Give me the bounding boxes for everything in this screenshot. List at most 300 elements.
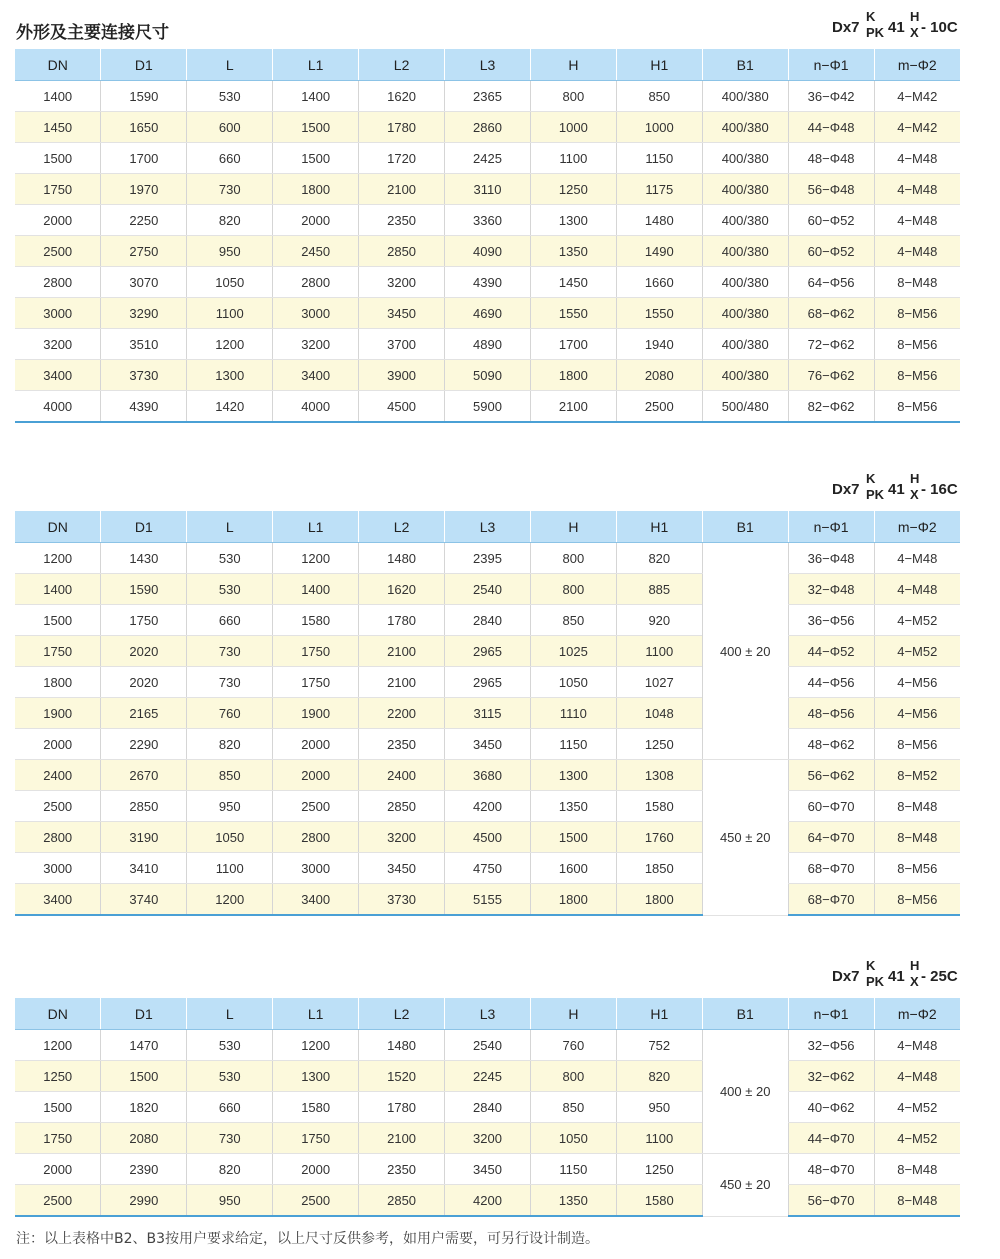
table-cell: 8−M52 <box>874 760 960 791</box>
table-cell: 4−M42 <box>874 81 960 112</box>
table-cell: 3110 <box>445 174 531 205</box>
dimension-table-10c <box>15 49 960 423</box>
table-cell: 2020 <box>101 667 187 698</box>
table-cell: 1300 <box>530 760 616 791</box>
table-cell: 4200 <box>445 791 531 822</box>
table-cell: 1250 <box>616 729 702 760</box>
column-header: D1 <box>101 511 187 543</box>
table-cell: 1350 <box>530 1185 616 1217</box>
column-header: L1 <box>273 49 359 81</box>
table-cell: 3070 <box>101 267 187 298</box>
table-cell: 8−M56 <box>874 298 960 329</box>
table-cell: 1750 <box>273 636 359 667</box>
table-cell: 44−Φ70 <box>788 1123 874 1154</box>
table-cell: 8−M48 <box>874 1185 960 1217</box>
table-cell: 1150 <box>616 143 702 174</box>
table-cell: 2500 <box>15 791 101 822</box>
table-cell: 2860 <box>445 112 531 143</box>
table-cell: 1970 <box>101 174 187 205</box>
table-cell-b1-merged: 400 ± 20 <box>702 543 788 760</box>
table-cell: 3000 <box>15 853 101 884</box>
table-cell: 1050 <box>187 267 273 298</box>
table-cell: 3730 <box>101 360 187 391</box>
column-header: L3 <box>445 511 531 543</box>
table-cell: 2080 <box>616 360 702 391</box>
model-suffix: - 25C <box>921 968 958 985</box>
model-sup-1: K <box>866 958 876 973</box>
column-header: L2 <box>359 998 445 1030</box>
table-cell: 1200 <box>187 884 273 916</box>
model-prefix: Dx7 <box>832 968 860 985</box>
table-cell: 2100 <box>359 636 445 667</box>
table-cell: 68−Φ70 <box>788 884 874 916</box>
table-cell: 730 <box>187 1123 273 1154</box>
table-cell: 64−Φ70 <box>788 822 874 853</box>
table-cell: 1250 <box>15 1061 101 1092</box>
table-cell: 1480 <box>616 205 702 236</box>
table-cell: 1580 <box>616 791 702 822</box>
column-header: H1 <box>616 49 702 81</box>
table-cell: 8−M56 <box>874 853 960 884</box>
model-mid: 41 <box>888 481 905 498</box>
column-header: m−Φ2 <box>874 49 960 81</box>
table-cell: 1027 <box>616 667 702 698</box>
table-cell: 4500 <box>359 391 445 423</box>
column-header: n−Φ1 <box>788 511 874 543</box>
table-cell: 1420 <box>187 391 273 423</box>
table-cell: 800 <box>530 543 616 574</box>
table-cell: 2000 <box>273 760 359 791</box>
table-cell: 3000 <box>273 298 359 329</box>
table-cell: 1820 <box>101 1092 187 1123</box>
table-cell: 1780 <box>359 1092 445 1123</box>
table-cell: 1308 <box>616 760 702 791</box>
table-cell: 1650 <box>101 112 187 143</box>
table-cell: 2290 <box>101 729 187 760</box>
table-cell: 3450 <box>359 853 445 884</box>
table-cell: 1750 <box>273 1123 359 1154</box>
table-cell: 4−M56 <box>874 698 960 729</box>
table-row <box>15 667 960 698</box>
table-cell: 1780 <box>359 112 445 143</box>
table-cell: 1450 <box>530 267 616 298</box>
table-cell: 1850 <box>616 853 702 884</box>
table-cell: 5090 <box>445 360 531 391</box>
table-cell: 920 <box>616 605 702 636</box>
column-header: H1 <box>616 511 702 543</box>
table-row <box>15 1123 960 1154</box>
table-cell: 3400 <box>273 884 359 916</box>
table-row <box>15 543 960 574</box>
table-cell: 2840 <box>445 605 531 636</box>
table-cell: 2400 <box>15 760 101 791</box>
table-cell: 2020 <box>101 636 187 667</box>
model-code-16c <box>832 472 964 508</box>
table-cell: 1250 <box>530 174 616 205</box>
table-cell: 1150 <box>530 729 616 760</box>
table-cell: 3680 <box>445 760 531 791</box>
table-cell: 660 <box>187 143 273 174</box>
table-cell: 850 <box>187 760 273 791</box>
table-cell: 3000 <box>273 853 359 884</box>
table-row <box>15 853 960 884</box>
table-cell-b1-merged: 450 ± 20 <box>702 1154 788 1217</box>
table-cell: 1490 <box>616 236 702 267</box>
table-cell: 56−Φ48 <box>788 174 874 205</box>
table-cell: 1000 <box>530 112 616 143</box>
model-suffix: - 16C <box>921 481 958 498</box>
column-header: n−Φ1 <box>788 998 874 1030</box>
table-cell: 8−M56 <box>874 391 960 423</box>
table-cell: 2800 <box>273 267 359 298</box>
table-cell: 2100 <box>530 391 616 423</box>
footnote: 注：以上表格中B2、B3按用户要求给定，以上尺寸反供参考，如用户需要，可另行设计制造。 <box>16 1231 600 1247</box>
table-cell-b1-merged: 450 ± 20 <box>702 760 788 916</box>
table-row <box>15 81 960 112</box>
table-cell: 3190 <box>101 822 187 853</box>
table-cell: 2500 <box>15 1185 101 1217</box>
table-row <box>15 112 960 143</box>
table-cell: 2245 <box>445 1061 531 1092</box>
table-cell: 2850 <box>101 791 187 822</box>
table-cell: 2365 <box>445 81 531 112</box>
table-cell: 1300 <box>273 1061 359 1092</box>
table-cell: 4−M48 <box>874 1061 960 1092</box>
table-cell: 2500 <box>15 236 101 267</box>
table-cell: 1200 <box>273 1030 359 1061</box>
table-cell: 72−Φ62 <box>788 329 874 360</box>
table-cell: 1800 <box>616 884 702 916</box>
table-cell: 3730 <box>359 884 445 916</box>
table-cell: 1500 <box>530 822 616 853</box>
table-cell: 1000 <box>616 112 702 143</box>
table-cell: 32−Φ56 <box>788 1030 874 1061</box>
table-cell-b1-merged: 400 ± 20 <box>702 1030 788 1154</box>
table-cell: 5155 <box>445 884 531 916</box>
column-header: D1 <box>101 49 187 81</box>
table-cell: 3740 <box>101 884 187 916</box>
table-cell: 2000 <box>273 1154 359 1185</box>
table-cell: 1400 <box>273 574 359 605</box>
table-cell: 1660 <box>616 267 702 298</box>
table-cell: 1750 <box>101 605 187 636</box>
table-cell: 885 <box>616 574 702 605</box>
table-cell: 4−M52 <box>874 1123 960 1154</box>
table-cell: 4500 <box>445 822 531 853</box>
table-cell: 1400 <box>273 81 359 112</box>
table-cell: 1050 <box>530 667 616 698</box>
table-cell: 820 <box>616 543 702 574</box>
table-cell: 4−M52 <box>874 1092 960 1123</box>
table-cell: 48−Φ56 <box>788 698 874 729</box>
table-cell: 4−M52 <box>874 636 960 667</box>
table-row <box>15 574 960 605</box>
model-sup-2: H <box>910 471 920 486</box>
table-cell: 3200 <box>445 1123 531 1154</box>
table-cell: 1780 <box>359 605 445 636</box>
table-cell: 1600 <box>530 853 616 884</box>
model-sup-1: K <box>866 471 876 486</box>
table-cell: 2540 <box>445 1030 531 1061</box>
table-cell: 2000 <box>15 205 101 236</box>
table-cell: 1400 <box>15 574 101 605</box>
table-cell: 1480 <box>359 1030 445 1061</box>
table-cell: 730 <box>187 636 273 667</box>
table-cell: 600 <box>187 112 273 143</box>
table-cell: 68−Φ70 <box>788 853 874 884</box>
table-cell: 3700 <box>359 329 445 360</box>
table-cell: 950 <box>616 1092 702 1123</box>
table-cell: 530 <box>187 1030 273 1061</box>
table-cell: 1580 <box>273 1092 359 1123</box>
table-cell: 4−M56 <box>874 667 960 698</box>
model-prefix: Dx7 <box>832 481 860 498</box>
table-cell: 800 <box>530 574 616 605</box>
table-row <box>15 329 960 360</box>
table-cell: 752 <box>616 1030 702 1061</box>
table-cell: 2450 <box>273 236 359 267</box>
table-cell: 2965 <box>445 636 531 667</box>
table-cell: 1750 <box>15 174 101 205</box>
table-cell: 2200 <box>359 698 445 729</box>
table-cell: 2670 <box>101 760 187 791</box>
table-cell: 530 <box>187 1061 273 1092</box>
table-cell: 3000 <box>15 298 101 329</box>
table-cell: 400/380 <box>702 174 788 205</box>
column-header: L <box>187 998 273 1030</box>
table-cell: 1500 <box>15 605 101 636</box>
table-cell: 400/380 <box>702 112 788 143</box>
dimension-table-25c <box>15 998 960 1217</box>
model-sup-1: K <box>866 9 876 24</box>
table-row <box>15 884 960 916</box>
table-cell: 44−Φ48 <box>788 112 874 143</box>
model-mid: 41 <box>888 968 905 985</box>
table-cell: 2000 <box>273 205 359 236</box>
table-cell: 1480 <box>359 543 445 574</box>
table-cell: 3200 <box>359 822 445 853</box>
table-cell: 4090 <box>445 236 531 267</box>
table-cell: 820 <box>616 1061 702 1092</box>
model-suffix: - 10C <box>921 19 958 36</box>
table-cell: 820 <box>187 729 273 760</box>
column-header: m−Φ2 <box>874 998 960 1030</box>
table-cell: 1175 <box>616 174 702 205</box>
table-cell: 1200 <box>187 329 273 360</box>
table-cell: 4390 <box>101 391 187 423</box>
table-row <box>15 791 960 822</box>
table-cell: 950 <box>187 236 273 267</box>
table-cell: 2350 <box>359 205 445 236</box>
table-cell: 48−Φ62 <box>788 729 874 760</box>
column-header: B1 <box>702 998 788 1030</box>
table-cell: 1550 <box>616 298 702 329</box>
table-cell: 2000 <box>15 729 101 760</box>
table-cell: 4−M48 <box>874 1030 960 1061</box>
table-cell: 1350 <box>530 236 616 267</box>
table-cell: 2965 <box>445 667 531 698</box>
table-cell: 4−M52 <box>874 605 960 636</box>
table-row <box>15 605 960 636</box>
table-cell: 60−Φ52 <box>788 205 874 236</box>
table-cell: 850 <box>616 81 702 112</box>
table-cell: 3200 <box>359 267 445 298</box>
model-code-10c <box>832 10 964 46</box>
table-cell: 3400 <box>273 360 359 391</box>
table-cell: 4390 <box>445 267 531 298</box>
table-cell: 68−Φ62 <box>788 298 874 329</box>
table-row <box>15 143 960 174</box>
table-cell: 5900 <box>445 391 531 423</box>
table-row <box>15 1154 960 1185</box>
table-cell: 2990 <box>101 1185 187 1217</box>
column-header: H <box>530 998 616 1030</box>
table-cell: 2500 <box>273 791 359 822</box>
table-cell: 2850 <box>359 791 445 822</box>
table-cell: 2800 <box>15 267 101 298</box>
column-header: L2 <box>359 511 445 543</box>
table-cell: 36−Φ56 <box>788 605 874 636</box>
table-cell: 400/380 <box>702 360 788 391</box>
table-cell: 820 <box>187 1154 273 1185</box>
table-cell: 3290 <box>101 298 187 329</box>
table-cell: 1025 <box>530 636 616 667</box>
table-cell: 1590 <box>101 574 187 605</box>
table-cell: 1250 <box>616 1154 702 1185</box>
table-cell: 4−M42 <box>874 112 960 143</box>
table-cell: 3900 <box>359 360 445 391</box>
table-cell: 2000 <box>15 1154 101 1185</box>
table-row <box>15 298 960 329</box>
table-cell: 56−Φ62 <box>788 760 874 791</box>
table-cell: 3450 <box>359 298 445 329</box>
table-cell: 1800 <box>273 174 359 205</box>
table-cell: 2100 <box>359 174 445 205</box>
table-cell: 60−Φ52 <box>788 236 874 267</box>
table-cell: 400/380 <box>702 236 788 267</box>
table-cell: 760 <box>187 698 273 729</box>
table-cell: 1430 <box>101 543 187 574</box>
table-cell: 1520 <box>359 1061 445 1092</box>
model-sub-2: X <box>910 25 919 40</box>
table-cell: 4−M48 <box>874 574 960 605</box>
table-row <box>15 822 960 853</box>
model-sub-2: X <box>910 487 919 502</box>
table-row <box>15 1092 960 1123</box>
table-cell: 730 <box>187 667 273 698</box>
column-header: n−Φ1 <box>788 49 874 81</box>
model-sub-2: X <box>910 974 919 989</box>
table-cell: 800 <box>530 81 616 112</box>
table-cell: 400/380 <box>702 81 788 112</box>
table-row <box>15 1030 960 1061</box>
column-header: L1 <box>273 998 359 1030</box>
table-cell: 2800 <box>15 822 101 853</box>
table-cell: 3410 <box>101 853 187 884</box>
column-header: DN <box>15 998 101 1030</box>
table-cell: 3400 <box>15 360 101 391</box>
table-cell: 1050 <box>530 1123 616 1154</box>
table-cell: 8−M48 <box>874 791 960 822</box>
table-cell: 660 <box>187 1092 273 1123</box>
table-cell: 32−Φ48 <box>788 574 874 605</box>
table-cell: 60−Φ70 <box>788 791 874 822</box>
table-cell: 1100 <box>530 143 616 174</box>
table-cell: 1500 <box>273 143 359 174</box>
table-cell: 4000 <box>15 391 101 423</box>
table-cell: 1200 <box>15 1030 101 1061</box>
table-cell: 3400 <box>15 884 101 916</box>
column-header: L3 <box>445 49 531 81</box>
table-row <box>15 698 960 729</box>
table-cell: 400/380 <box>702 205 788 236</box>
table-cell: 950 <box>187 791 273 822</box>
table-cell: 1590 <box>101 81 187 112</box>
column-header: L2 <box>359 49 445 81</box>
table-cell: 1580 <box>273 605 359 636</box>
table-cell: 400/380 <box>702 298 788 329</box>
table-cell: 2000 <box>273 729 359 760</box>
model-sub-1: PK <box>866 974 885 989</box>
table-cell: 44−Φ56 <box>788 667 874 698</box>
column-header: L <box>187 511 273 543</box>
table-cell: 1500 <box>273 112 359 143</box>
table-cell: 2350 <box>359 1154 445 1185</box>
table-cell: 1470 <box>101 1030 187 1061</box>
table-cell: 730 <box>187 174 273 205</box>
table-cell: 4200 <box>445 1185 531 1217</box>
table-cell: 530 <box>187 81 273 112</box>
table-cell: 48−Φ70 <box>788 1154 874 1185</box>
model-code-25c <box>832 959 964 995</box>
table-cell: 500/480 <box>702 391 788 423</box>
table-cell: 1620 <box>359 81 445 112</box>
table-cell: 2165 <box>101 698 187 729</box>
model-sup-2: H <box>910 9 920 24</box>
column-header: H <box>530 511 616 543</box>
table-cell: 1300 <box>187 360 273 391</box>
table-cell: 1800 <box>530 884 616 916</box>
table-cell: 56−Φ70 <box>788 1185 874 1217</box>
column-header: B1 <box>702 511 788 543</box>
table-cell: 2800 <box>273 822 359 853</box>
table-cell: 1760 <box>616 822 702 853</box>
table-row <box>15 1061 960 1092</box>
column-header: m−Φ2 <box>874 511 960 543</box>
table-header-row <box>15 49 960 81</box>
table-cell: 1100 <box>616 636 702 667</box>
column-header: DN <box>15 49 101 81</box>
table-cell: 3115 <box>445 698 531 729</box>
table-cell: 1048 <box>616 698 702 729</box>
table-cell: 1100 <box>187 298 273 329</box>
table-cell: 4690 <box>445 298 531 329</box>
table-cell: 8−M56 <box>874 360 960 391</box>
table-cell: 1750 <box>15 1123 101 1154</box>
table-cell: 400/380 <box>702 329 788 360</box>
table-cell: 2100 <box>359 1123 445 1154</box>
table-cell: 1500 <box>15 1092 101 1123</box>
table-row <box>15 236 960 267</box>
table-cell: 2850 <box>359 1185 445 1217</box>
table-row <box>15 267 960 298</box>
table-cell: 1450 <box>15 112 101 143</box>
table-cell: 2425 <box>445 143 531 174</box>
table-cell: 8−M56 <box>874 884 960 916</box>
table-cell: 950 <box>187 1185 273 1217</box>
model-mid: 41 <box>888 19 905 36</box>
table-cell: 2850 <box>359 236 445 267</box>
